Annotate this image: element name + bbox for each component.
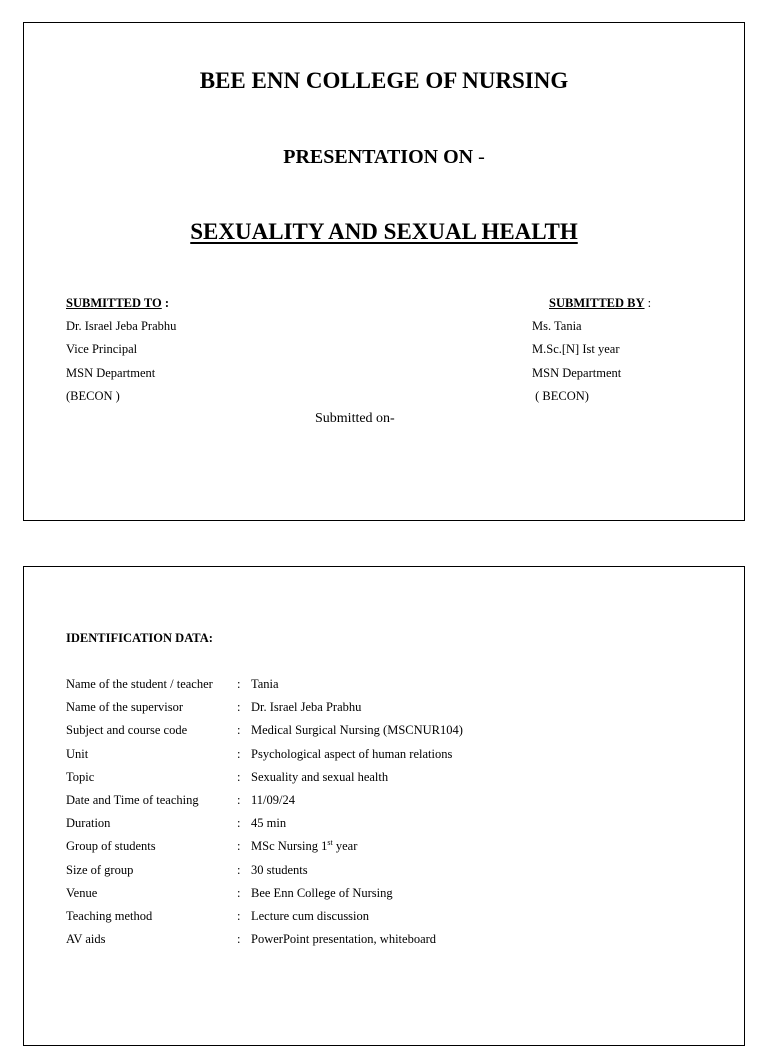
identification-separator: : (237, 723, 241, 738)
identification-separator: : (237, 769, 241, 784)
identification-label: Name of the supervisor (66, 700, 183, 715)
identification-separator: : (237, 746, 241, 761)
ordinal-superscript: st (327, 838, 333, 848)
identification-row (66, 859, 463, 882)
identification-table (66, 673, 463, 951)
submitted-to-line: (BECON ) (66, 388, 120, 403)
submitted-to-heading: SUBMITTED TO : (66, 296, 170, 310)
presentation-heading (24, 146, 744, 169)
submitted-to-line: MSN Department (66, 365, 156, 380)
identification-label: AV aids (66, 932, 106, 947)
identification-label: Teaching method (66, 908, 153, 923)
submitted-by-line: ( BECON) (532, 388, 589, 403)
identification-value: Sexuality and sexual health (251, 769, 389, 784)
identification-separator: : (237, 885, 241, 900)
identification-label: Duration (66, 816, 111, 831)
identification-value: Medical Surgical Nursing (MSCNUR104) (251, 723, 463, 738)
identification-value: Tania (251, 677, 279, 692)
submitted-by-block (532, 292, 651, 408)
identification-value: 45 min (251, 816, 287, 831)
submitted-on-label: Submitted on- (315, 411, 395, 426)
identification-separator: : (237, 839, 241, 854)
topic-title-text: SEXUALITY AND SEXUAL HEALTH (190, 219, 578, 244)
submitted-to-line: Vice Principal (66, 342, 138, 357)
identification-label: Name of the student / teacher (66, 677, 213, 692)
presentation-dash: - (478, 146, 485, 168)
identification-row (66, 928, 463, 951)
submitted-to-block (66, 292, 176, 408)
identification-label: Unit (66, 746, 89, 761)
identification-row (66, 905, 463, 928)
identification-label: Venue (66, 885, 98, 900)
identification-label: Date and Time of teaching (66, 793, 199, 808)
identification-value: Bee Enn College of Nursing (251, 885, 393, 900)
identification-value: PowerPoint presentation, whiteboard (251, 932, 437, 947)
identification-row (66, 835, 463, 858)
identification-value: MSc Nursing 1st year (251, 838, 358, 854)
identification-row (66, 719, 463, 742)
identification-separator: : (237, 700, 241, 715)
identification-value: 30 students (251, 862, 308, 877)
identification-title: IDENTIFICATION DATA: (66, 631, 213, 645)
identification-separator: : (237, 793, 241, 808)
identification-value: 11/09/24 (251, 793, 295, 808)
identification-separator: : (237, 908, 241, 923)
college-name: BEE ENN COLLEGE OF NURSING (199, 68, 569, 93)
topic-title (24, 219, 744, 245)
cover-page (23, 22, 745, 521)
submitted-by-line: Ms. Tania (532, 319, 582, 334)
identification-row (66, 673, 463, 696)
identification-value: Lecture cum discussion (251, 908, 370, 923)
identification-label: Size of group (66, 862, 134, 877)
presentation-on-label: PRESENTATION ON (283, 146, 474, 168)
identification-row (66, 743, 463, 766)
identification-label: Group of students (66, 839, 156, 854)
submitted-by-line: M.Sc.[N] Ist year (532, 342, 620, 357)
identification-label: Topic (66, 769, 95, 784)
identification-row (66, 696, 463, 719)
submitted-to-line: Dr. Israel Jeba Prabhu (66, 319, 177, 334)
identification-row (66, 766, 463, 789)
submitted-by-heading: SUBMITTED BY : (549, 296, 652, 310)
identification-label: Subject and course code (66, 723, 188, 738)
submitted-by-line: MSN Department (532, 365, 622, 380)
identification-value: Dr. Israel Jeba Prabhu (251, 700, 362, 715)
identification-separator: : (237, 677, 241, 692)
identification-separator: : (237, 862, 241, 877)
identification-value: Psychological aspect of human relations (251, 746, 453, 761)
identification-separator: : (237, 932, 241, 947)
identification-separator: : (237, 816, 241, 831)
identification-row (66, 812, 463, 835)
identification-page (23, 566, 745, 1046)
identification-row (66, 882, 463, 905)
identification-row (66, 789, 463, 812)
